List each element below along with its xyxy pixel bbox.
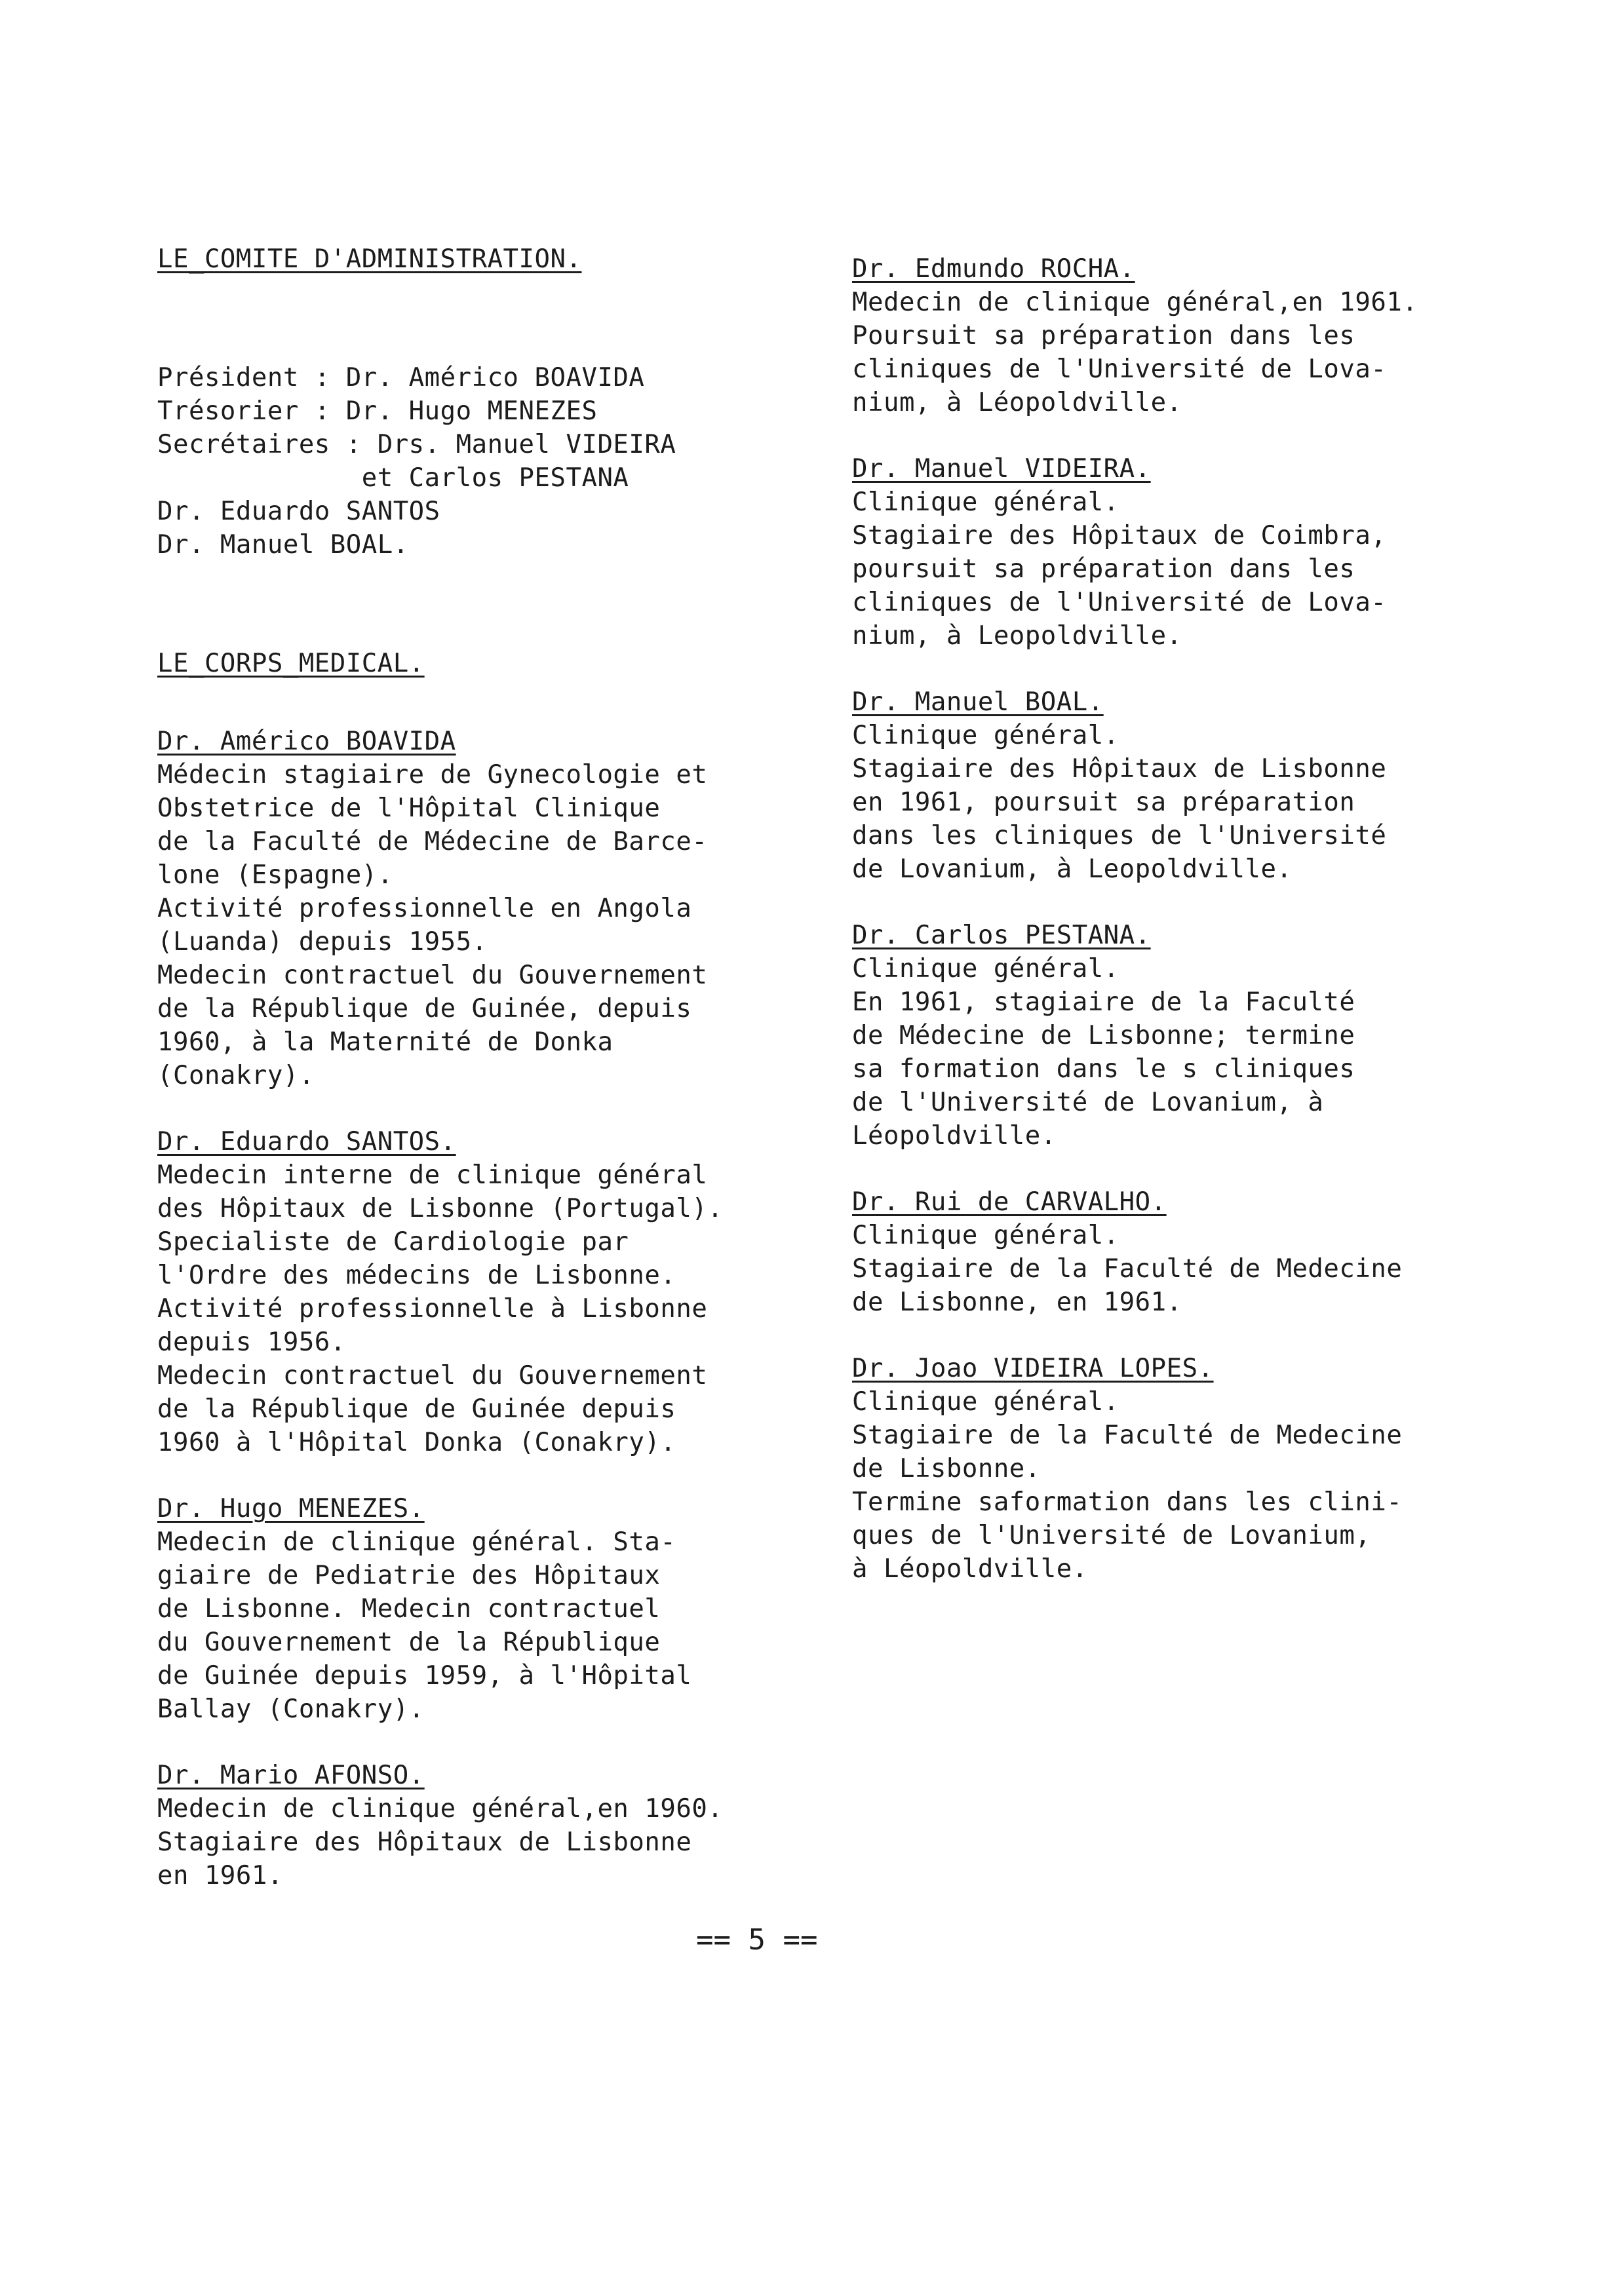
entry-line: de Lisbonne, en 1961. xyxy=(852,1288,1182,1317)
entry-line: Medecin de clinique général. Sta- xyxy=(157,1527,676,1557)
entry-line: Clinique général. xyxy=(852,1221,1119,1250)
entry-line: Stagiaire de la Faculté de Medecine xyxy=(852,1421,1403,1450)
entry-line: Clinique général. xyxy=(852,488,1119,517)
entry-boavida xyxy=(157,725,813,1092)
entry-line: à Léopoldville. xyxy=(852,1554,1088,1584)
admin-line: Dr. Eduardo SANTOS xyxy=(157,497,440,526)
admin-committee-title: LE_COMITE D'ADMINISTRATION. xyxy=(157,244,582,274)
entry-line: Stagiaire des Hôpitaux de Lisbonne xyxy=(157,1827,692,1857)
entry-line: Medecin contractuel du Gouvernement xyxy=(157,1361,708,1390)
entry-name: Dr. Joao VIDEIRA LOPES. xyxy=(852,1354,1214,1383)
entry-line: Medecin interne de clinique général xyxy=(157,1160,708,1190)
entry-line: (Luanda) depuis 1955. xyxy=(157,927,488,957)
entry-menezes xyxy=(157,1492,813,1726)
entry-name: Dr. Edmundo ROCHA. xyxy=(852,254,1135,284)
entry-line: Clinique général. xyxy=(852,954,1119,984)
entry-line: Léopoldville. xyxy=(852,1121,1057,1151)
entry-line: Poursuit sa préparation dans les xyxy=(852,321,1355,351)
entry-line: de Guinée depuis 1959, à l'Hôpital xyxy=(157,1661,692,1691)
entry-line: de Lisbonne. Medecin contractuel xyxy=(157,1594,661,1624)
entry-line: de Lisbonne. xyxy=(852,1454,1041,1483)
entry-line: lone (Espagne). xyxy=(157,860,393,890)
entry-line: Clinique général. xyxy=(852,721,1119,750)
entry-line: Stagiaire de la Faculté de Medecine xyxy=(852,1254,1403,1284)
entry-line: En 1961, stagiaire de la Faculté xyxy=(852,987,1355,1017)
entry-line: Ballay (Conakry). xyxy=(157,1694,425,1724)
entry-line: de la République de Guinée, depuis xyxy=(157,994,692,1024)
entry-line: depuis 1956. xyxy=(157,1328,346,1357)
entry-line: de Médecine de Lisbonne; termine xyxy=(852,1021,1355,1050)
entry-boal xyxy=(852,685,1508,886)
admin-line: Président : Dr. Américo BOAVIDA xyxy=(157,363,645,392)
entry-line: Termine saformation dans les clini- xyxy=(852,1487,1403,1517)
entry-line: en 1961. xyxy=(157,1861,283,1890)
entry-name: Dr. Hugo MENEZES. xyxy=(157,1494,425,1523)
entry-line: cliniques de l'Université de Lova- xyxy=(852,354,1387,384)
entry-line: nium, à Leopoldville. xyxy=(852,621,1182,651)
entry-line: de la République de Guinée depuis xyxy=(157,1394,676,1424)
left-column xyxy=(157,242,813,1892)
entry-line: du Gouvernement de la République xyxy=(157,1628,661,1657)
entry-name: Dr. Manuel VIDEIRA. xyxy=(852,454,1151,484)
entry-line: (Conakry). xyxy=(157,1061,315,1090)
entry-pestana xyxy=(852,919,1508,1153)
entry-afonso xyxy=(157,1759,813,1892)
entry-line: de Lovanium, à Leopoldville. xyxy=(852,854,1293,884)
entry-line: Medecin de clinique général,en 1960. xyxy=(157,1794,724,1824)
entry-line: de la Faculté de Médecine de Barce- xyxy=(157,827,708,856)
entry-line: Médecin stagiaire de Gynecologie et xyxy=(157,760,708,790)
entry-line: de l'Université de Lovanium, à xyxy=(852,1088,1324,1117)
entry-videira xyxy=(852,452,1508,653)
entry-santos xyxy=(157,1125,813,1459)
entry-line: 1960 à l'Hôpital Donka (Conakry). xyxy=(157,1428,676,1457)
admin-line: Dr. Manuel BOAL. xyxy=(157,530,409,560)
entry-line: Obstetrice de l'Hôpital Clinique xyxy=(157,794,661,823)
entry-line: cliniques de l'Université de Lova- xyxy=(852,588,1387,617)
entry-line: nium, à Léopoldville. xyxy=(852,388,1182,417)
entry-line: ques de l'Université de Lovanium, xyxy=(852,1521,1371,1550)
entry-line: Clinique général. xyxy=(852,1387,1119,1417)
admin-line: et Carlos PESTANA xyxy=(157,463,629,493)
entry-name: Dr. Mario AFONSO. xyxy=(157,1761,425,1790)
entry-rocha xyxy=(852,252,1508,419)
admin-line: Secrétaires : Drs. Manuel VIDEIRA xyxy=(157,430,676,459)
entry-line: des Hôpitaux de Lisbonne (Portugal). xyxy=(157,1194,724,1223)
entry-name: Dr. Manuel BOAL. xyxy=(852,687,1104,717)
entry-name: Dr. Carlos PESTANA. xyxy=(852,921,1151,950)
entry-line: giaire de Pediatrie des Hôpitaux xyxy=(157,1561,661,1590)
medical-corps-title: LE_CORPS_MEDICAL. xyxy=(157,649,425,678)
entry-line: Medecin contractuel du Gouvernement xyxy=(157,961,708,990)
entry-line: l'Ordre des médecins de Lisbonne. xyxy=(157,1261,676,1290)
entry-line: 1960, à la Maternité de Donka xyxy=(157,1027,613,1057)
entry-name: Dr. Rui de CARVALHO. xyxy=(852,1187,1167,1217)
entry-line: poursuit sa préparation dans les xyxy=(852,554,1355,584)
entry-name: Dr. Eduardo SANTOS. xyxy=(157,1127,456,1157)
admin-line: Trésorier : Dr. Hugo MENEZES xyxy=(157,396,598,426)
entry-line: Medecin de clinique général,en 1961. xyxy=(852,288,1418,317)
entry-line: sa formation dans le s cliniques xyxy=(852,1054,1355,1084)
entry-line: en 1961, poursuit sa préparation xyxy=(852,788,1355,817)
entry-carvalho xyxy=(852,1185,1508,1319)
entry-line: Stagiaire des Hôpitaux de Lisbonne xyxy=(852,754,1387,784)
entry-line: dans les cliniques de l'Université xyxy=(852,821,1387,851)
entry-videira-lopes xyxy=(852,1352,1508,1586)
right-column xyxy=(852,252,1508,1586)
entry-line: Stagiaire des Hôpitaux de Coimbra, xyxy=(852,521,1387,550)
page-number: == 5 == xyxy=(696,1923,818,1957)
entry-line: Specialiste de Cardiologie par xyxy=(157,1227,629,1257)
admin-committee-list xyxy=(157,361,813,562)
entry-name: Dr. Américo BOAVIDA xyxy=(157,727,456,756)
entry-line: Activité professionnelle à Lisbonne xyxy=(157,1294,708,1324)
entry-line: Activité professionnelle en Angola xyxy=(157,894,692,923)
